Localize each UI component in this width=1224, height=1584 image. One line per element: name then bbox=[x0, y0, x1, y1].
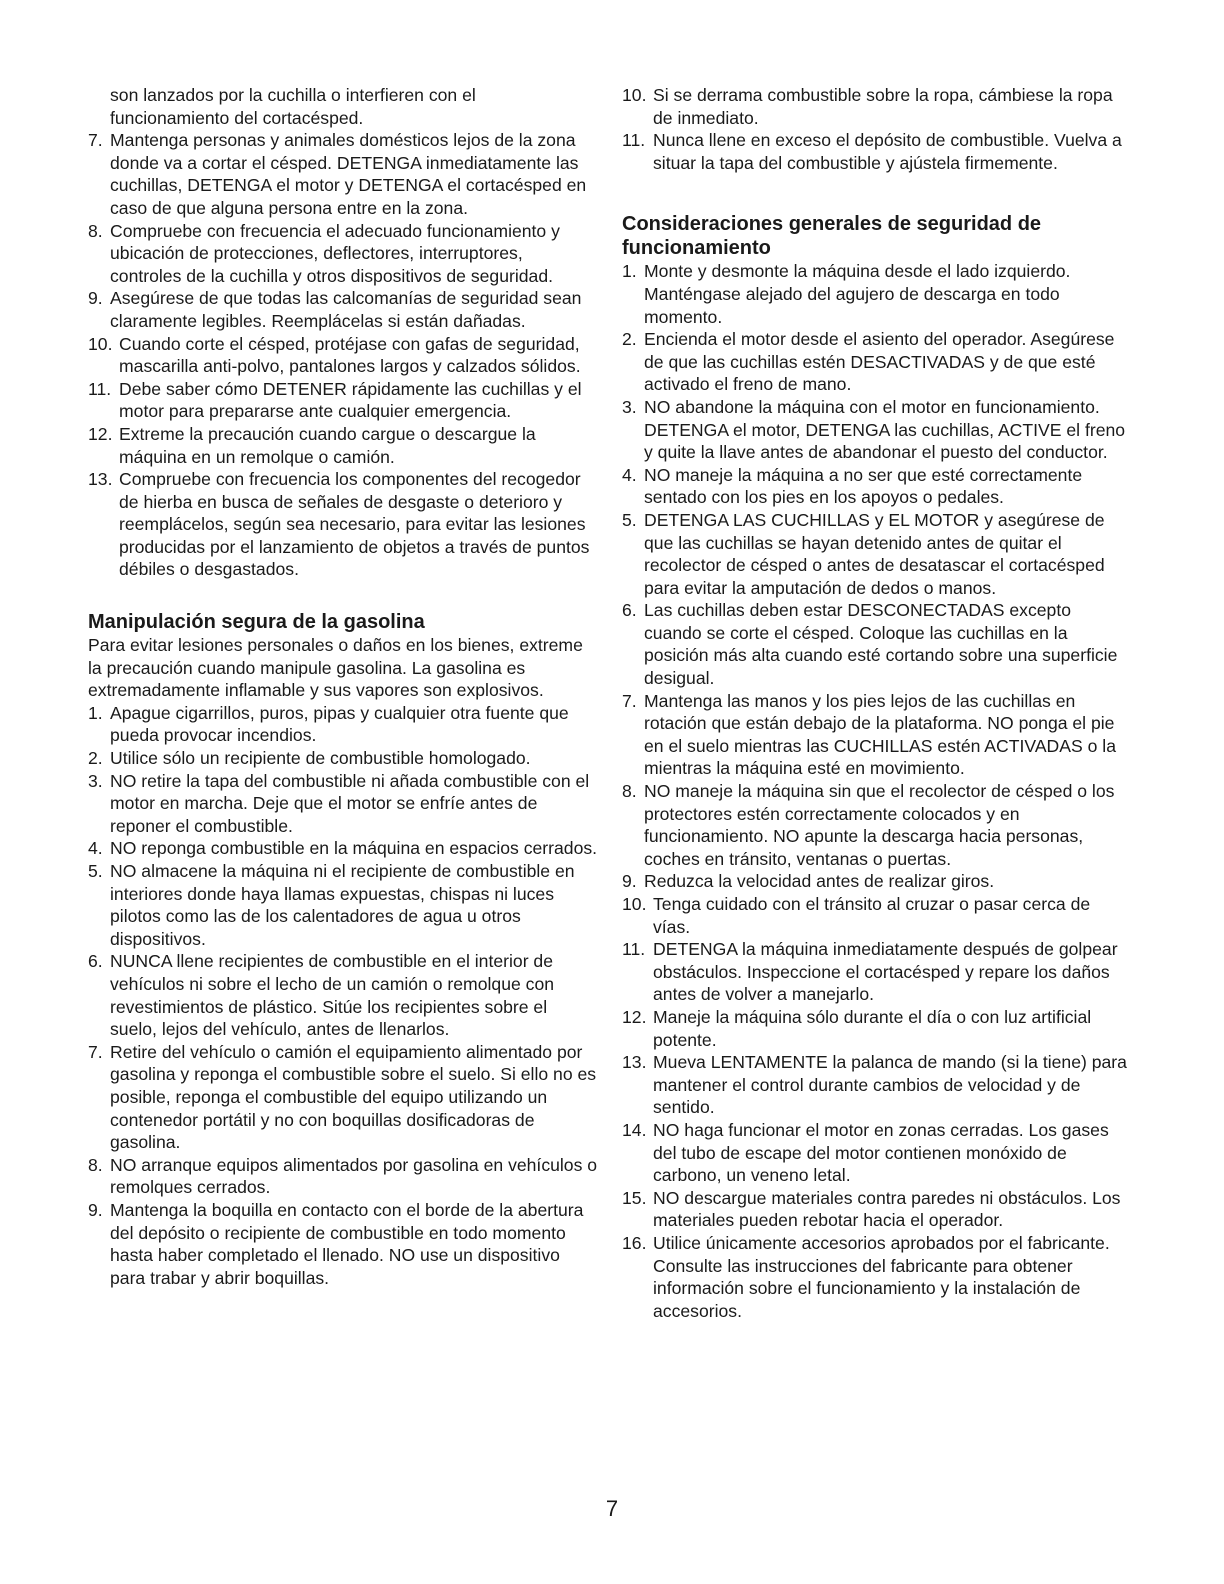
list-item bbox=[88, 220, 598, 288]
list-item bbox=[622, 690, 1132, 780]
item-number: 4. bbox=[622, 464, 637, 485]
continued-text: son lanzados por la cuchilla o interfieren con el funcionamiento del cortacésped. bbox=[110, 85, 476, 128]
list-item bbox=[88, 770, 598, 838]
item-text: NO retire la tapa del combustible ni añada combustible con el motor en marcha. Deje que el motor se enfríe antes de reponer el combustible. bbox=[110, 770, 590, 836]
list-item bbox=[622, 464, 1132, 509]
item-number: 2. bbox=[88, 748, 103, 769]
item-number: 1. bbox=[622, 261, 637, 282]
item-text: Si se derrama combustible sobre la ropa, cámbiese la ropa de inmediato. bbox=[653, 85, 1113, 128]
list-item bbox=[622, 1119, 1132, 1187]
item-text: Utilice únicamente accesorios aprobados por el fabricante. Consulte las instrucciones del fabricante para obtener información sobre el funcionamiento y la instalación de accesorios. bbox=[653, 1232, 1110, 1321]
item-text: Retire del vehículo o camión el equipamiento alimentado por gasolina y reponga el combustible sobre el suelo. Si ello no es posible, reponga el combustible del equipo utilizando un contenedor portátil y no con boquillas dosificadoras de gasolina. bbox=[110, 1041, 597, 1153]
item-number: 16. bbox=[622, 1232, 647, 1253]
list-item bbox=[622, 599, 1132, 689]
item-number: 2. bbox=[622, 329, 637, 350]
item-text: NO maneje la máquina a no ser que esté correctamente sentado con los pies en los apoyos o pedales. bbox=[644, 464, 1083, 508]
item-number: 7. bbox=[622, 690, 637, 711]
item-text: NO maneje la máquina sin que el recolector de césped o los protectores estén correctamente colocados y en funcionamiento. NO apunte la descarga hacia personas, coches en tránsito, ventanas o puertas. bbox=[644, 781, 1115, 869]
list-item bbox=[622, 260, 1132, 328]
item-number: 5. bbox=[88, 861, 103, 881]
item-text: Tenga cuidado con el tránsito al cruzar o pasar cerca de vías. bbox=[653, 894, 1091, 937]
right-column bbox=[622, 84, 1132, 1322]
item-number: 7. bbox=[88, 1041, 103, 1062]
list-item bbox=[88, 287, 598, 332]
section-heading-gasoline: Manipulación segura de la gasolina bbox=[88, 611, 425, 634]
item-text: NO arranque equipos alimentados por gasolina en vehículos o remolques cerrados. bbox=[110, 1154, 598, 1198]
list-item bbox=[622, 938, 1132, 1006]
list-item bbox=[622, 84, 1132, 129]
list-item bbox=[88, 950, 598, 1040]
list-item bbox=[88, 747, 598, 770]
item-number: 6. bbox=[622, 600, 637, 621]
list-item bbox=[622, 893, 1132, 938]
item-text: NO descargue materiales contra paredes ni obstáculos. Los materiales pueden rebotar hacia el operador. bbox=[653, 1187, 1121, 1231]
item-text: Mueva LENTAMENTE la palanca de mando (si la tiene) para mantener el control durante cambios de velocidad y de sentido. bbox=[653, 1052, 1127, 1118]
list-item bbox=[88, 860, 598, 950]
operation-list bbox=[622, 260, 1132, 1322]
item-text: Apague cigarrillos, puros, pipas y cualquier otra fuente que pueda provocar incendios. bbox=[110, 702, 569, 746]
item-text: Compruebe con frecuencia los componentes del recogedor de hierba en busca de señales de desgaste o deterioro y reemplácelos, según sea necesario, para evitar las lesiones producidas por el lanzamiento de objetos a través de puntos débiles o desgastados. bbox=[119, 469, 590, 580]
item-text: Las cuchillas deben estar DESCONECTADAS excepto cuando se corte el césped. Coloque las cuchillas en la posición más alta cuando esté cortando sobre una superficie desigual. bbox=[644, 600, 1118, 689]
left-column bbox=[88, 84, 598, 1289]
item-text: DETENGA LAS CUCHILLAS y EL MOTOR y asegúrese de que las cuchillas se hayan detenido antes de quitar el recolector de césped o antes de desatascar el cortacésped para evitar la amputación de dedos o manos. bbox=[644, 509, 1105, 598]
item-text: NO haga funcionar el motor en zonas cerradas. Los gases del tubo de escape del motor contienen monóxido de carbono, un veneno letal. bbox=[653, 1119, 1109, 1186]
list-item bbox=[622, 1006, 1132, 1051]
item-number: 12. bbox=[88, 423, 113, 444]
item-text: Cuando corte el césped, protéjase con gafas de seguridad, mascarilla anti-polvo, pantalones largos y calzados sólidos. bbox=[119, 333, 581, 377]
item-text: Compruebe con frecuencia el adecuado funcionamiento y ubicación de protecciones, deflectores, interruptores, controles de la cuchilla y otros dispositivos de seguridad. bbox=[110, 220, 560, 286]
item-number: 12. bbox=[622, 1006, 647, 1027]
list-item bbox=[88, 468, 598, 581]
item-text: Debe saber cómo DETENER rápidamente las cuchillas y el motor para prepararse ante cualquier emergencia. bbox=[119, 378, 582, 422]
item-number: 3. bbox=[622, 396, 637, 417]
list-item bbox=[622, 509, 1132, 599]
item-text: Mantenga las manos y los pies lejos de las cuchillas en rotación que están debajo de la plataforma. NO ponga el pie en el suelo mientras las CUCHILLAS estén ACTIVADAS o la mientras la máquina esté en movimiento. bbox=[644, 690, 1116, 779]
section-intro: Para evitar lesiones personales o daños en los bienes, extreme la precaución cuando manipule gasolina. La gasolina es extremadamente inflamable y sus vapores son explosivos. bbox=[88, 635, 583, 701]
list-item bbox=[88, 837, 598, 860]
item-number: 5. bbox=[622, 509, 637, 530]
item-number: 7. bbox=[88, 130, 103, 151]
item-number: 15. bbox=[622, 1187, 647, 1208]
item-number: 8. bbox=[88, 1154, 103, 1175]
item-text: Reduzca la velocidad antes de realizar giros. bbox=[644, 871, 995, 892]
item-text: DETENGA la máquina inmediatamente después de golpear obstáculos. Inspeccione el cortacésped y repare los daños antes de volver a manejarlo. bbox=[653, 939, 1118, 1005]
item-number: 10. bbox=[88, 333, 113, 354]
gasoline-list-continued bbox=[622, 84, 1132, 174]
item-text: NO abandone la máquina con el motor en funcionamiento. DETENGA el motor, DETENGA las cuchillas, ACTIVE el freno y quite la llave antes de abandonar el puesto del conductor. bbox=[644, 396, 1126, 463]
list-item bbox=[622, 1232, 1132, 1322]
item-text: Encienda el motor desde el asiento del operador. Asegúrese de que las cuchillas estén DESACTIVADAS y de que esté activado el freno de mano. bbox=[644, 329, 1115, 395]
item-number: 8. bbox=[88, 220, 103, 241]
list-item bbox=[88, 702, 598, 747]
section-heading-operation: Consideraciones generales de seguridad de funcionamiento bbox=[622, 213, 1042, 260]
item-number: 1. bbox=[88, 702, 103, 723]
safety-list bbox=[88, 129, 598, 581]
list-item bbox=[88, 423, 598, 468]
item-text: NO reponga combustible en la máquina en espacios cerrados. bbox=[110, 838, 598, 859]
item-text: NUNCA llene recipientes de combustible en el interior de vehículos ni sobre el lecho de un camión o remolque con revestimientos de plástico. Sitúe los recipientes sobre el suelo, lejos del vehículo, antes de llenarlos. bbox=[110, 951, 555, 1040]
item-number: 11. bbox=[622, 130, 646, 151]
item-number: 13. bbox=[88, 469, 113, 490]
item-number: 9. bbox=[622, 871, 637, 892]
list-item bbox=[622, 129, 1132, 174]
item-number: 11. bbox=[622, 939, 646, 960]
list-item bbox=[88, 129, 598, 219]
item-text: Monte y desmonte la máquina desde el lado izquierdo. Manténgase alejado del agujero de descarga en todo momento. bbox=[644, 261, 1071, 327]
item-text: Maneje la máquina sólo durante el día o con luz artificial potente. bbox=[653, 1006, 1092, 1050]
item-number: 9. bbox=[88, 288, 103, 309]
item-text: Utilice sólo un recipiente de combustible homologado. bbox=[110, 748, 531, 769]
item-text: Extreme la precaución cuando cargue o descargue la máquina en un remolque o camión. bbox=[119, 423, 536, 467]
item-number: 10. bbox=[622, 894, 647, 914]
item-number: 8. bbox=[622, 781, 637, 802]
list-item bbox=[622, 1051, 1132, 1119]
item-number: 4. bbox=[88, 838, 103, 859]
list-item bbox=[622, 780, 1132, 870]
list-item bbox=[622, 396, 1132, 464]
item-text: Asegúrese de que todas las calcomanías de seguridad sean claramente legibles. Reemplácelas si están dañadas. bbox=[110, 288, 582, 331]
item-text: Mantenga la boquilla en contacto con el borde de la abertura del depósito o recipiente de combustible en todo momento hasta haber completado el llenado. NO use un dispositivo para trabar y abrir boquillas. bbox=[110, 1199, 584, 1288]
list-item bbox=[622, 1187, 1132, 1232]
item-number: 9. bbox=[88, 1199, 103, 1220]
item-text: NO almacene la máquina ni el recipiente de combustible en interiores donde haya llamas expuestas, chispas ni luces pilotos como las de los calentadores de agua u otros dispositivos. bbox=[110, 861, 575, 949]
gasoline-list bbox=[88, 702, 598, 1289]
list-item bbox=[88, 1154, 598, 1199]
list-item bbox=[622, 870, 1132, 893]
list-item bbox=[88, 378, 598, 423]
item-number: 3. bbox=[88, 770, 103, 791]
list-item bbox=[88, 1199, 598, 1289]
list-item bbox=[88, 1041, 598, 1154]
item-text: Nunca llene en exceso el depósito de combustible. Vuelva a situar la tapa del combustible y ajústela firmemente. bbox=[653, 130, 1122, 173]
list-item bbox=[622, 328, 1132, 396]
item-text: Mantenga personas y animales domésticos lejos de la zona donde va a cortar el césped. DETENGA inmediatamente las cuchillas, DETENGA el motor y DETENGA el cortacésped en caso de que alguna persona entre en la zona. bbox=[110, 130, 587, 218]
item-number: 11. bbox=[88, 378, 112, 399]
item-number: 14. bbox=[622, 1119, 647, 1140]
item-number: 6. bbox=[88, 951, 103, 972]
item-number: 10. bbox=[622, 85, 647, 105]
page-number: 7 bbox=[605, 1496, 619, 1521]
item-number: 13. bbox=[622, 1052, 647, 1073]
list-item bbox=[88, 333, 598, 378]
